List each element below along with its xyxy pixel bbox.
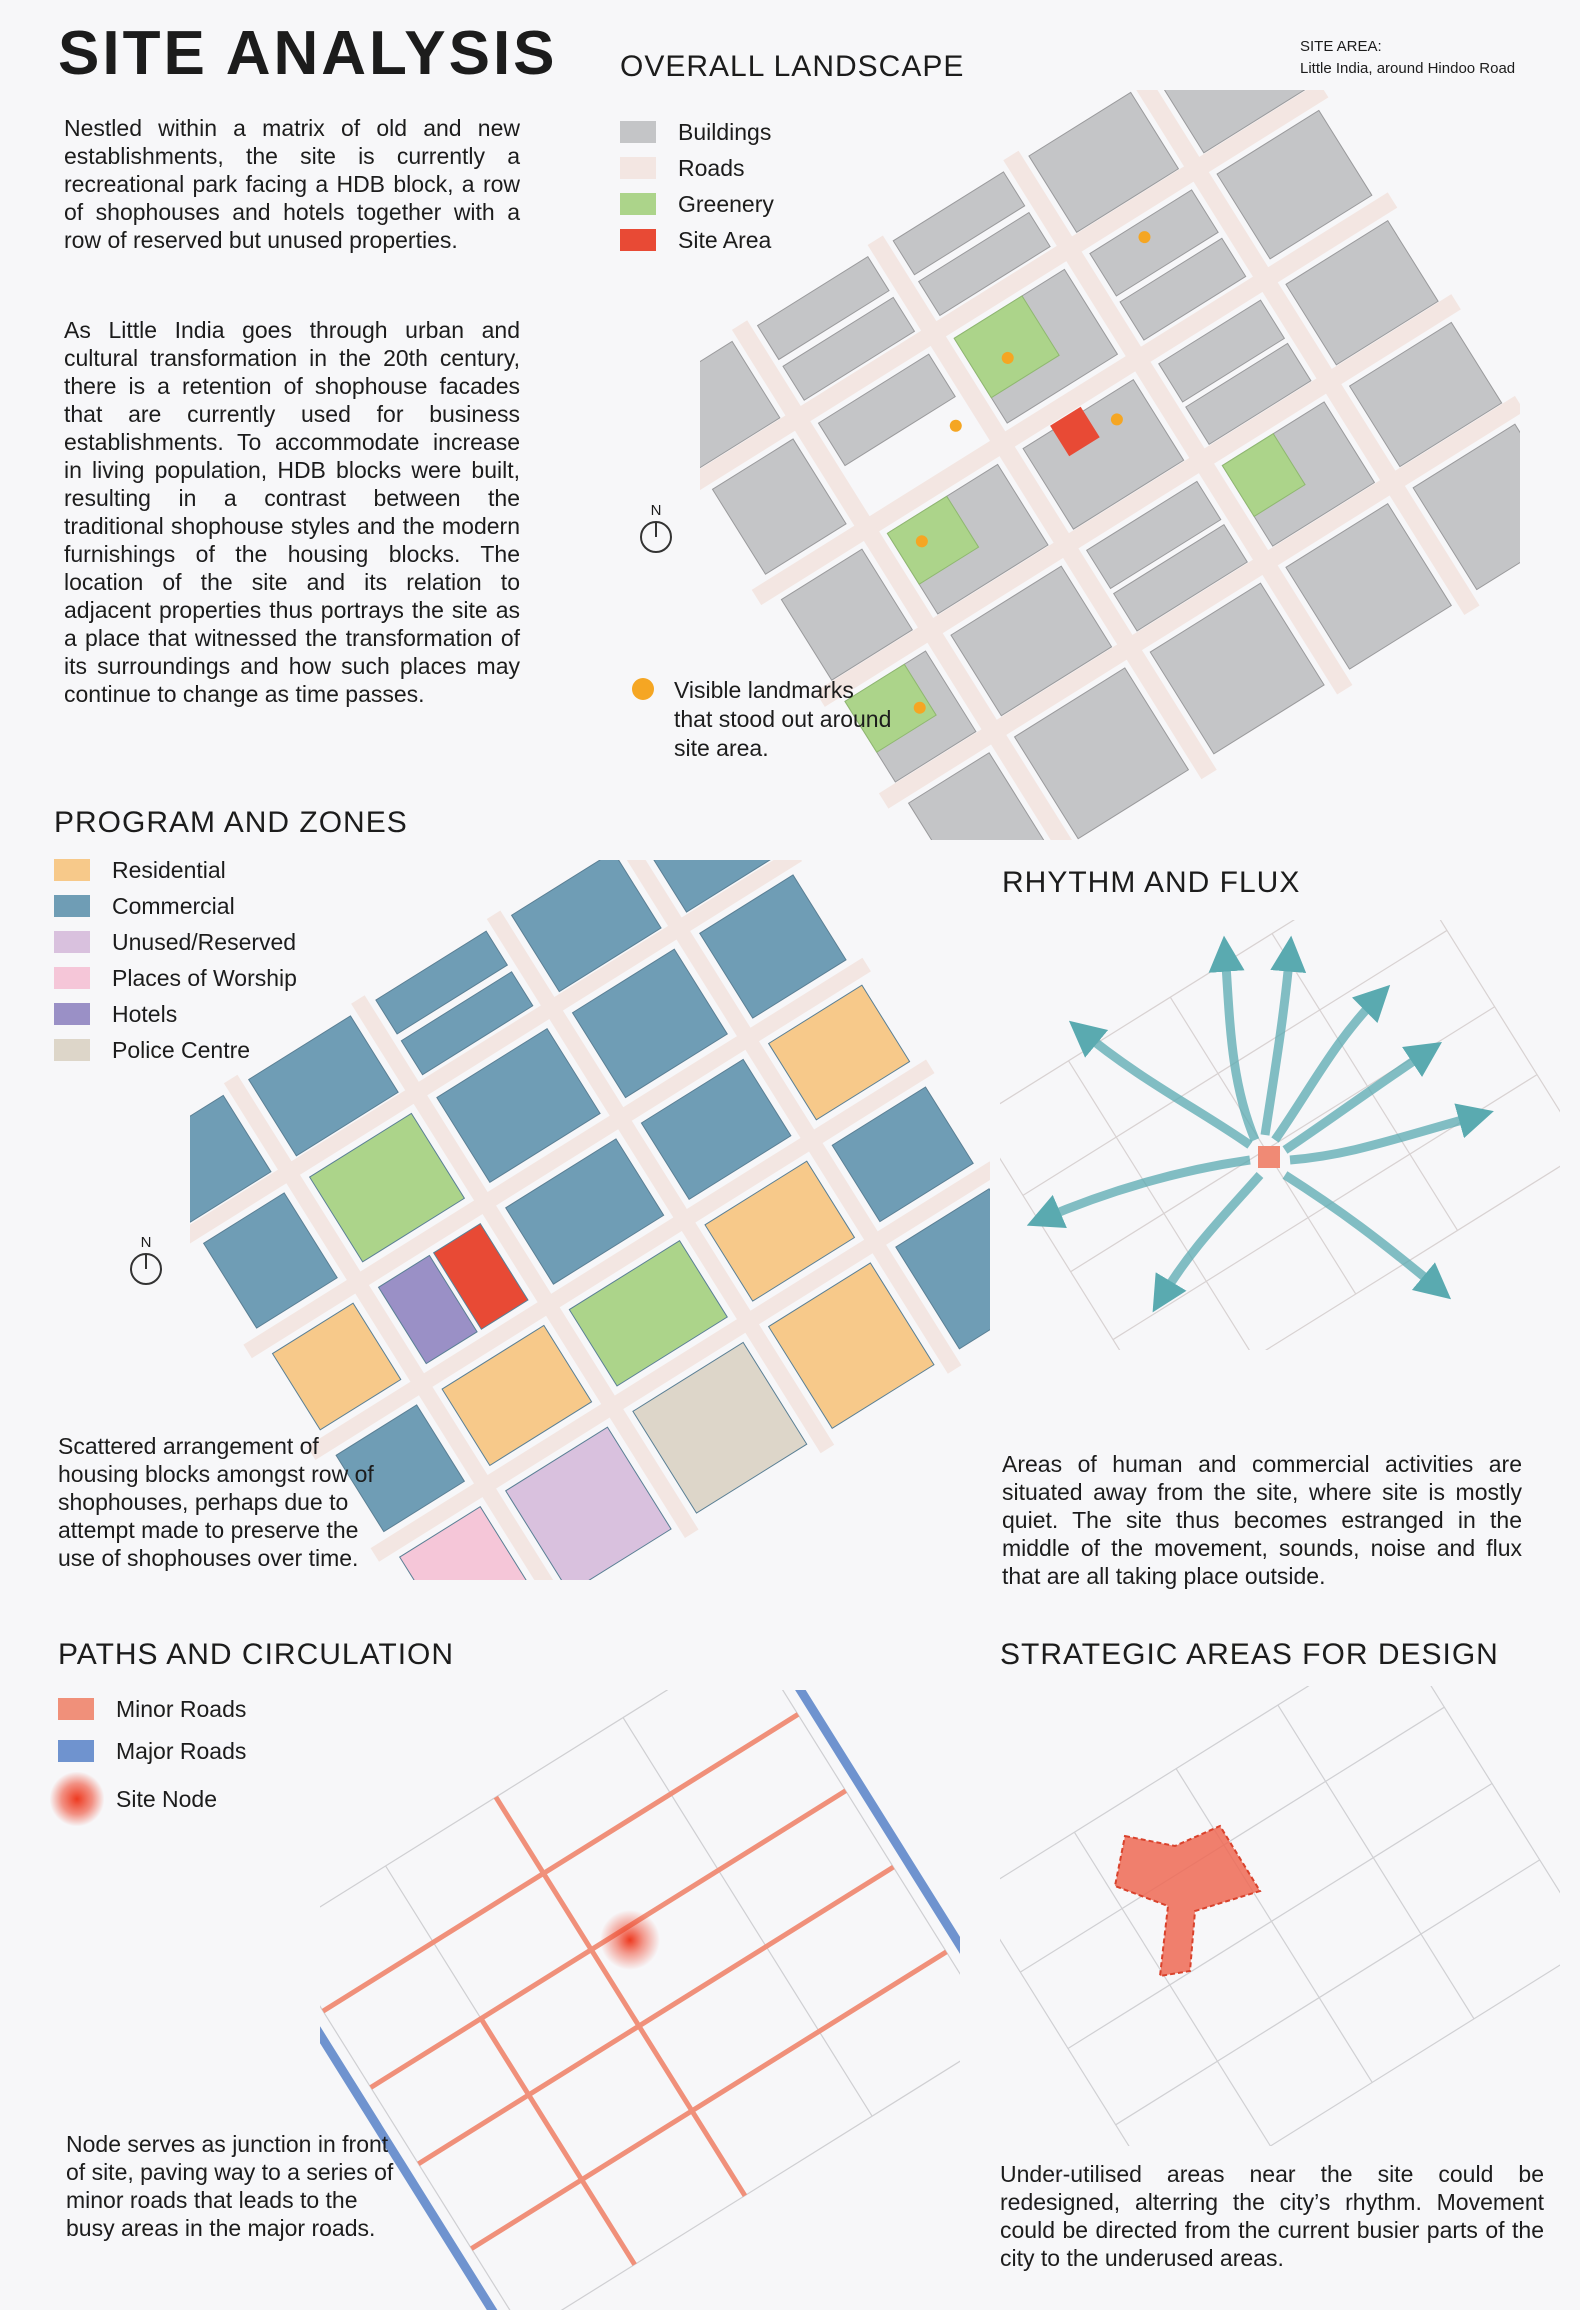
strategic-heading: STRATEGIC AREAS FOR DESIGN	[1000, 1638, 1499, 1671]
legend-swatch	[54, 931, 90, 953]
paths-heading: PATHS AND CIRCULATION	[58, 1638, 455, 1671]
paths-map	[320, 1690, 960, 2310]
rhythm-heading: RHYTHM AND FLUX	[1002, 866, 1301, 899]
legend-swatch	[54, 1039, 90, 1061]
strategic-base-map	[1000, 1686, 1560, 2146]
legend-label: Buildings	[678, 118, 772, 145]
legend-swatch	[58, 1740, 94, 1762]
legend-label: Police Centre	[112, 1036, 251, 1063]
zones-caption: Scattered arrangement of housing blocks amongst row of shophouses, perhaps due to attempt made to preserve the use of shophouses over time.	[58, 1433, 374, 1571]
site-node-icon	[50, 1772, 104, 1826]
site-area-label	[1300, 36, 1515, 80]
landmark-legend-label: Visible landmarks that stood out around site area.	[674, 677, 892, 761]
legend-item-site-node	[58, 1772, 338, 1826]
legend-label: Commercial	[112, 892, 235, 919]
legend-label: Places of Worship	[112, 964, 297, 991]
north-label: N	[140, 1234, 152, 1251]
rhythm-map	[1000, 920, 1560, 1350]
legend-label: Site Node	[116, 1785, 218, 1812]
legend-swatch	[620, 229, 656, 251]
legend-swatch	[54, 1003, 90, 1025]
north-arrow-icon	[640, 502, 672, 553]
paths-legend	[58, 1688, 338, 1826]
minor-roads	[320, 1690, 960, 2310]
legend-swatch	[620, 121, 656, 143]
intro-paragraph-1: Nestled within a matrix of old and new establishments, the site is currently a recreational park facing a HDB block, a row of shophouses and hotels together with a row of reserved but unused properties.	[64, 115, 520, 253]
legend-label: Greenery	[678, 190, 774, 217]
landscape-heading: OVERALL LANDSCAPE	[620, 50, 965, 83]
legend-label: Residential	[112, 856, 226, 883]
legend-label: Site Area	[678, 226, 772, 253]
landmark-dot-icon	[632, 678, 654, 700]
site-area-value: Little India, around Hindoo Road	[1300, 60, 1516, 77]
north-arrow-icon	[130, 1234, 162, 1285]
site-node-marker	[600, 1910, 660, 1970]
strategic-caption: Under-utilised areas near the site could be redesigned, alterring the city’s rhythm. Movement could be directed from the current busier parts of the city to the underused areas.	[1000, 2161, 1544, 2271]
legend-swatch	[54, 859, 90, 881]
legend-label: Hotels	[112, 1000, 178, 1027]
legend-swatch	[54, 967, 90, 989]
legend-item-minor-roads	[58, 1688, 338, 1730]
strategic-map	[1000, 1686, 1560, 2146]
legend-swatch	[58, 1698, 94, 1720]
north-label: N	[650, 502, 662, 519]
page-title: SITE ANALYSIS	[58, 19, 558, 88]
legend-label: Major Roads	[116, 1737, 247, 1764]
legend-swatch	[54, 895, 90, 917]
legend-label: Roads	[678, 154, 745, 181]
site-area-heading: SITE AREA:	[1300, 38, 1382, 55]
major-roads	[320, 1690, 960, 2310]
legend-swatch	[620, 193, 656, 215]
paths-base-map	[320, 1690, 960, 2310]
site-area-marker	[1258, 1146, 1280, 1168]
rhythm-caption: Areas of human and commercial activities are situated away from the site, where site is mostly quiet. The site thus becomes estranged in the middle of the movement, sounds, noise and flux that are all taking place outside.	[1002, 1451, 1522, 1589]
paths-caption: Node serves as junction in front of site, paving way to a series of minor roads that leads to the busy areas in the major roads.	[66, 2131, 394, 2241]
legend-label: Minor Roads	[116, 1695, 247, 1722]
landmark-legend	[632, 676, 892, 763]
legend-label: Unused/Reserved	[112, 928, 297, 955]
intro-paragraph-2: As Little India goes through urban and cultural transformation in the 20th century, there is a retention of shophouse facades that are currently used for business establishments. To accommodate increase in living population, HDB blocks were built, resulting in a contrast between the traditional shophouse styles and the modern furnishings of the housing blocks. The location of the site and its relation to adjacent properties thus portrays the site as a place that witnessed the transformation of its surroundings and how such places may continue to change as time passes.	[64, 317, 520, 707]
legend-swatch	[620, 157, 656, 179]
legend-item-major-roads	[58, 1730, 338, 1772]
strategic-highlight-area	[1115, 1826, 1260, 1976]
zones-heading: PROGRAM AND ZONES	[54, 806, 408, 839]
